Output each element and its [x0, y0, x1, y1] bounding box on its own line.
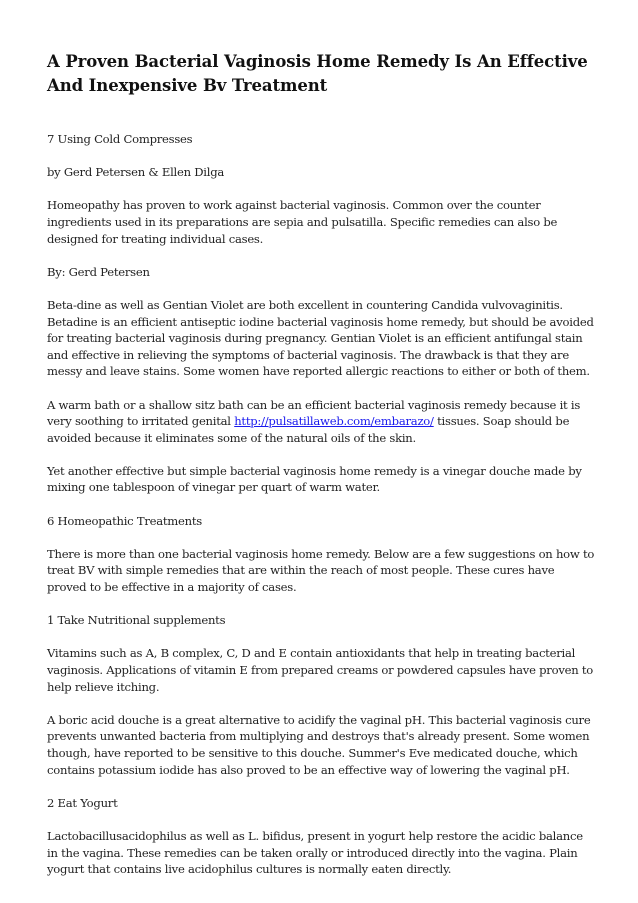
section-heading-homeopathic: 6 Homeopathic Treatments — [47, 513, 202, 528]
paragraph-betadine: Beta-dine as well as Gentian Violet are both excellent in countering Candida vulvovaginitis. Betadine is an efficient antiseptic iodine bacterial vaginosis home remedy, but should be avoided for treating bacterial vaginosis during pregnancy. Gentian Violet is an efficient antifungal stain and effective in relieving the symptoms of bacterial vaginosis. The drawback is that they are messy and leave stains. Some women have reported allergic reactions to either or both of them. — [47, 297, 594, 379]
sitz-bath-text-end: tissues. Soap should be avoided because it eliminates some of the natural oils of the skin. — [47, 414, 570, 445]
document-title: A Proven Bacterial Vaginosis Home Remedy Is An Effective And Inexpensive Bv Treatment — [47, 52, 588, 95]
section-heading-cold-compresses: 7 Using Cold Compresses — [47, 132, 193, 146]
paragraph-more-than-one: There is more than one bacterial vaginosis home remedy. Below are a few suggestions on how to treat BV with simple remedies that are within the reach of most people. These cures have proved to be effective in a majority of cases. — [47, 546, 595, 595]
author-line: By: Gerd Petersen — [47, 264, 150, 279]
paragraph-boric-acid: A boric acid douche is a great alternative to acidify the vaginal pH. This bacterial vaginosis cure prevents unwanted bacteria from multiplying and destroys that's already present. Some women though, have reported to be sensitive to this douche. Summer's Eve medicated douche, which contains potassium iodide has also proved to be an effective way of lowering the vaginal pH. — [47, 712, 591, 777]
pulsatilla-link[interactable]: http://pulsatillaweb.com/embarazo/ — [234, 414, 434, 429]
section-heading-yogurt: 2 Eat Yogurt — [47, 795, 118, 810]
paragraph-homeopathy: Homeopathy has proven to work against bacterial vaginosis. Common over the counter ingredients used in its preparations are sepia and pulsatilla. Specific remedies can also be designed for treating individual cases. — [47, 198, 558, 246]
byline: by Gerd Petersen & Ellen Dilga — [47, 165, 225, 180]
section-heading-supplements: 1 Take Nutritional supplements — [47, 613, 226, 628]
sitz-bath-text-start: A warm bath or a shallow sitz bath can be an efficient bacterial vaginosis remedy because it is very soothing to irritated genital — [47, 397, 581, 429]
paragraph-vinegar-douche: Yet another effective but simple bacterial vaginosis home remedy is a vinegar douche made by mixing one tablespoon of vinegar per quart of warm water. — [47, 463, 582, 495]
paragraph-lactobacillus: Lactobacillusacidophilus as well as L. bifidus, present in yogurt help restore the acidic balance in the vagina. These remedies can be taken orally or introduced directly into the vagina. Plain yogurt that contains live acidophilus cultures is normally eaten directly. — [47, 828, 583, 877]
document-page — [47, 50, 595, 894]
paragraph-vitamins: Vitamins such as A, B complex, C, D and E contain antioxidants that help in treating bacterial vaginosis. Applications of vitamin E from prepared creams or powdered capsules have proven to help relieve itching. — [47, 646, 594, 694]
paragraph-sitz-bath — [47, 397, 595, 447]
